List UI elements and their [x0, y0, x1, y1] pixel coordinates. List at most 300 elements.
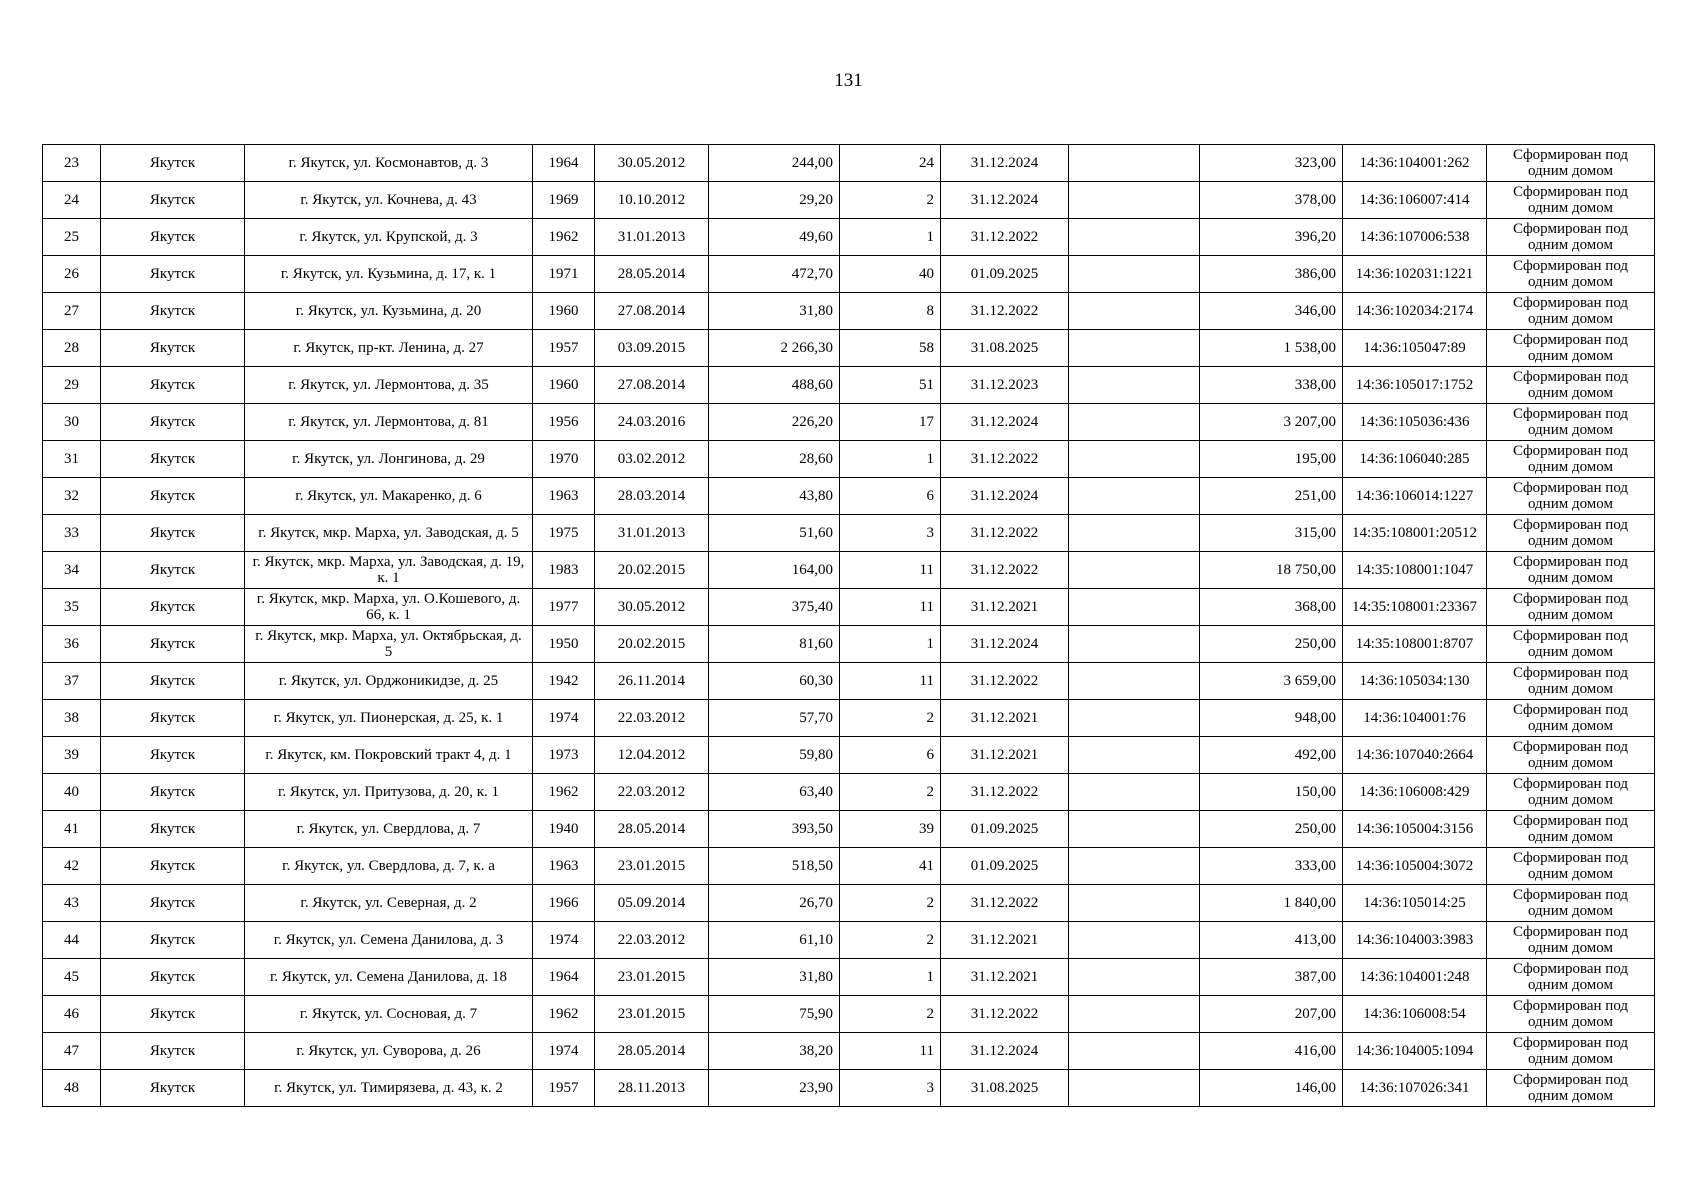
city-cell: Якутск	[101, 552, 245, 589]
table-row	[43, 922, 1655, 959]
area-cell: 31,80	[709, 959, 840, 996]
count-cell: 8	[840, 293, 941, 330]
empty-cell	[1069, 663, 1200, 700]
table-row	[43, 774, 1655, 811]
land-area-cell: 387,00	[1200, 959, 1343, 996]
year-built-cell: 1970	[533, 441, 595, 478]
row-number-cell: 25	[43, 219, 101, 256]
city-cell: Якутск	[101, 959, 245, 996]
count-cell: 24	[840, 145, 941, 182]
deadline-cell: 31.12.2024	[941, 478, 1069, 515]
page-number: 131	[834, 70, 863, 91]
date-cell: 10.10.2012	[595, 182, 709, 219]
cadastral-number-cell: 14:36:104001:262	[1343, 145, 1487, 182]
table-row	[43, 256, 1655, 293]
empty-cell	[1069, 404, 1200, 441]
year-built-cell: 1963	[533, 478, 595, 515]
address-cell: г. Якутск, ул. Орджоникидзе, д. 25	[245, 663, 533, 700]
year-built-cell: 1960	[533, 293, 595, 330]
date-cell: 03.09.2015	[595, 330, 709, 367]
table-row	[43, 885, 1655, 922]
empty-cell	[1069, 478, 1200, 515]
city-cell: Якутск	[101, 1033, 245, 1070]
land-area-cell: 948,00	[1200, 700, 1343, 737]
table-row	[43, 996, 1655, 1033]
cadastral-number-cell: 14:35:108001:1047	[1343, 552, 1487, 589]
table-row	[43, 663, 1655, 700]
empty-cell	[1069, 293, 1200, 330]
year-built-cell: 1964	[533, 145, 595, 182]
address-cell: г. Якутск, пр-кт. Ленина, д. 27	[245, 330, 533, 367]
row-number-cell: 36	[43, 626, 101, 663]
row-number-cell: 40	[43, 774, 101, 811]
address-cell: г. Якутск, ул. Сосновая, д. 7	[245, 996, 533, 1033]
cadastral-number-cell: 14:36:106007:414	[1343, 182, 1487, 219]
deadline-cell: 31.12.2022	[941, 774, 1069, 811]
deadline-cell: 01.09.2025	[941, 848, 1069, 885]
land-area-cell: 18 750,00	[1200, 552, 1343, 589]
empty-cell	[1069, 626, 1200, 663]
land-area-cell: 413,00	[1200, 922, 1343, 959]
date-cell: 31.01.2013	[595, 515, 709, 552]
table-row	[43, 626, 1655, 663]
cadastral-number-cell: 14:36:104001:76	[1343, 700, 1487, 737]
address-cell: г. Якутск, ул. Крупской, д. 3	[245, 219, 533, 256]
deadline-cell: 01.09.2025	[941, 256, 1069, 293]
status-cell: Сформирован под одним домом	[1487, 589, 1655, 626]
city-cell: Якутск	[101, 256, 245, 293]
count-cell: 1	[840, 441, 941, 478]
empty-cell	[1069, 515, 1200, 552]
cadastral-number-cell: 14:36:104001:248	[1343, 959, 1487, 996]
deadline-cell: 31.12.2022	[941, 515, 1069, 552]
table-row	[43, 700, 1655, 737]
empty-cell	[1069, 1033, 1200, 1070]
address-cell: г. Якутск, ул. Лонгинова, д. 29	[245, 441, 533, 478]
year-built-cell: 1950	[533, 626, 595, 663]
table-row	[43, 404, 1655, 441]
address-cell: г. Якутск, ул. Кузьмина, д. 17, к. 1	[245, 256, 533, 293]
address-cell: г. Якутск, ул. Лермонтова, д. 35	[245, 367, 533, 404]
land-area-cell: 3 207,00	[1200, 404, 1343, 441]
empty-cell	[1069, 330, 1200, 367]
city-cell: Якутск	[101, 774, 245, 811]
area-cell: 51,60	[709, 515, 840, 552]
year-built-cell: 1974	[533, 700, 595, 737]
date-cell: 28.11.2013	[595, 1070, 709, 1107]
row-number-cell: 34	[43, 552, 101, 589]
empty-cell	[1069, 700, 1200, 737]
city-cell: Якутск	[101, 922, 245, 959]
land-area-cell: 368,00	[1200, 589, 1343, 626]
table-row	[43, 589, 1655, 626]
city-cell: Якутск	[101, 848, 245, 885]
deadline-cell: 31.12.2022	[941, 885, 1069, 922]
row-number-cell: 41	[43, 811, 101, 848]
table-row	[43, 145, 1655, 182]
row-number-cell: 39	[43, 737, 101, 774]
city-cell: Якутск	[101, 737, 245, 774]
area-cell: 60,30	[709, 663, 840, 700]
status-cell: Сформирован под одним домом	[1487, 1033, 1655, 1070]
status-cell: Сформирован под одним домом	[1487, 663, 1655, 700]
land-area-cell: 251,00	[1200, 478, 1343, 515]
empty-cell	[1069, 256, 1200, 293]
land-area-cell: 346,00	[1200, 293, 1343, 330]
status-cell: Сформирован под одним домом	[1487, 182, 1655, 219]
area-cell: 244,00	[709, 145, 840, 182]
cadastral-number-cell: 14:36:106040:285	[1343, 441, 1487, 478]
count-cell: 11	[840, 552, 941, 589]
address-cell: г. Якутск, ул. Макаренко, д. 6	[245, 478, 533, 515]
area-cell: 63,40	[709, 774, 840, 811]
table-row	[43, 1070, 1655, 1107]
table-row	[43, 552, 1655, 589]
status-cell: Сформирован под одним домом	[1487, 552, 1655, 589]
city-cell: Якутск	[101, 811, 245, 848]
city-cell: Якутск	[101, 478, 245, 515]
area-cell: 518,50	[709, 848, 840, 885]
year-built-cell: 1983	[533, 552, 595, 589]
row-number-cell: 31	[43, 441, 101, 478]
area-cell: 28,60	[709, 441, 840, 478]
status-cell: Сформирован под одним домом	[1487, 441, 1655, 478]
cadastral-number-cell: 14:36:102031:1221	[1343, 256, 1487, 293]
area-cell: 43,80	[709, 478, 840, 515]
count-cell: 3	[840, 1070, 941, 1107]
address-cell: г. Якутск, ул. Тимирязева, д. 43, к. 2	[245, 1070, 533, 1107]
deadline-cell: 31.12.2021	[941, 922, 1069, 959]
land-area-cell: 338,00	[1200, 367, 1343, 404]
deadline-cell: 31.12.2022	[941, 219, 1069, 256]
count-cell: 3	[840, 515, 941, 552]
area-cell: 38,20	[709, 1033, 840, 1070]
row-number-cell: 28	[43, 330, 101, 367]
empty-cell	[1069, 922, 1200, 959]
land-area-cell: 150,00	[1200, 774, 1343, 811]
count-cell: 51	[840, 367, 941, 404]
address-cell: г. Якутск, ул. Суворова, д. 26	[245, 1033, 533, 1070]
status-cell: Сформирован под одним домом	[1487, 330, 1655, 367]
land-area-cell: 146,00	[1200, 1070, 1343, 1107]
deadline-cell: 31.12.2022	[941, 552, 1069, 589]
empty-cell	[1069, 1070, 1200, 1107]
row-number-cell: 42	[43, 848, 101, 885]
deadline-cell: 31.12.2024	[941, 145, 1069, 182]
year-built-cell: 1963	[533, 848, 595, 885]
cadastral-number-cell: 14:35:108001:20512	[1343, 515, 1487, 552]
empty-cell	[1069, 996, 1200, 1033]
deadline-cell: 31.12.2021	[941, 737, 1069, 774]
deadline-cell: 31.12.2022	[941, 663, 1069, 700]
date-cell: 28.05.2014	[595, 1033, 709, 1070]
year-built-cell: 1957	[533, 330, 595, 367]
status-cell: Сформирован под одним домом	[1487, 145, 1655, 182]
year-built-cell: 1977	[533, 589, 595, 626]
count-cell: 11	[840, 589, 941, 626]
table-row	[43, 1033, 1655, 1070]
empty-cell	[1069, 552, 1200, 589]
area-cell: 59,80	[709, 737, 840, 774]
row-number-cell: 27	[43, 293, 101, 330]
row-number-cell: 48	[43, 1070, 101, 1107]
row-number-cell: 30	[43, 404, 101, 441]
city-cell: Якутск	[101, 182, 245, 219]
status-cell: Сформирован под одним домом	[1487, 404, 1655, 441]
count-cell: 1	[840, 626, 941, 663]
year-built-cell: 1964	[533, 959, 595, 996]
land-area-cell: 250,00	[1200, 626, 1343, 663]
table-row	[43, 441, 1655, 478]
status-cell: Сформирован под одним домом	[1487, 996, 1655, 1033]
area-cell: 472,70	[709, 256, 840, 293]
cadastral-number-cell: 14:36:104005:1094	[1343, 1033, 1487, 1070]
cadastral-number-cell: 14:36:102034:2174	[1343, 293, 1487, 330]
date-cell: 26.11.2014	[595, 663, 709, 700]
date-cell: 24.03.2016	[595, 404, 709, 441]
table-row	[43, 330, 1655, 367]
land-area-cell: 250,00	[1200, 811, 1343, 848]
status-cell: Сформирован под одним домом	[1487, 256, 1655, 293]
address-cell: г. Якутск, мкр. Марха, ул. Октябрьская, д. 5	[245, 626, 533, 663]
cadastral-number-cell: 14:36:105036:436	[1343, 404, 1487, 441]
deadline-cell: 31.12.2024	[941, 1033, 1069, 1070]
address-cell: г. Якутск, ул. Притузова, д. 20, к. 1	[245, 774, 533, 811]
table-row	[43, 293, 1655, 330]
land-area-cell: 378,00	[1200, 182, 1343, 219]
status-cell: Сформирован под одним домом	[1487, 885, 1655, 922]
land-area-cell: 333,00	[1200, 848, 1343, 885]
land-area-cell: 195,00	[1200, 441, 1343, 478]
row-number-cell: 46	[43, 996, 101, 1033]
area-cell: 226,20	[709, 404, 840, 441]
empty-cell	[1069, 182, 1200, 219]
address-cell: г. Якутск, мкр. Марха, ул. Заводская, д. 19, к. 1	[245, 552, 533, 589]
count-cell: 6	[840, 737, 941, 774]
deadline-cell: 31.08.2025	[941, 330, 1069, 367]
address-cell: г. Якутск, ул. Кузьмина, д. 20	[245, 293, 533, 330]
count-cell: 2	[840, 885, 941, 922]
status-cell: Сформирован под одним домом	[1487, 959, 1655, 996]
area-cell: 29,20	[709, 182, 840, 219]
land-area-cell: 1 538,00	[1200, 330, 1343, 367]
status-cell: Сформирован под одним домом	[1487, 478, 1655, 515]
table-row	[43, 811, 1655, 848]
table-row	[43, 959, 1655, 996]
area-cell: 164,00	[709, 552, 840, 589]
empty-cell	[1069, 589, 1200, 626]
date-cell: 28.05.2014	[595, 811, 709, 848]
land-area-cell: 3 659,00	[1200, 663, 1343, 700]
city-cell: Якутск	[101, 219, 245, 256]
count-cell: 58	[840, 330, 941, 367]
date-cell: 30.05.2012	[595, 145, 709, 182]
year-built-cell: 1974	[533, 922, 595, 959]
count-cell: 2	[840, 700, 941, 737]
city-cell: Якутск	[101, 626, 245, 663]
cadastral-number-cell: 14:36:105004:3156	[1343, 811, 1487, 848]
status-cell: Сформирован под одним домом	[1487, 293, 1655, 330]
address-cell: г. Якутск, км. Покровский тракт 4, д. 1	[245, 737, 533, 774]
year-built-cell: 1960	[533, 367, 595, 404]
count-cell: 17	[840, 404, 941, 441]
deadline-cell: 31.12.2022	[941, 441, 1069, 478]
date-cell: 28.03.2014	[595, 478, 709, 515]
year-built-cell: 1975	[533, 515, 595, 552]
cadastral-number-cell: 14:36:107026:341	[1343, 1070, 1487, 1107]
date-cell: 12.04.2012	[595, 737, 709, 774]
count-cell: 2	[840, 182, 941, 219]
status-cell: Сформирован под одним домом	[1487, 774, 1655, 811]
row-number-cell: 24	[43, 182, 101, 219]
year-built-cell: 1962	[533, 774, 595, 811]
date-cell: 22.03.2012	[595, 922, 709, 959]
deadline-cell: 31.12.2022	[941, 293, 1069, 330]
count-cell: 11	[840, 663, 941, 700]
land-area-cell: 1 840,00	[1200, 885, 1343, 922]
area-cell: 2 266,30	[709, 330, 840, 367]
city-cell: Якутск	[101, 663, 245, 700]
year-built-cell: 1974	[533, 1033, 595, 1070]
row-number-cell: 44	[43, 922, 101, 959]
address-cell: г. Якутск, ул. Лермонтова, д. 81	[245, 404, 533, 441]
row-number-cell: 37	[43, 663, 101, 700]
empty-cell	[1069, 885, 1200, 922]
city-cell: Якутск	[101, 367, 245, 404]
status-cell: Сформирован под одним домом	[1487, 811, 1655, 848]
deadline-cell: 31.12.2021	[941, 589, 1069, 626]
status-cell: Сформирован под одним домом	[1487, 515, 1655, 552]
area-cell: 31,80	[709, 293, 840, 330]
date-cell: 20.02.2015	[595, 552, 709, 589]
cadastral-number-cell: 14:36:105014:25	[1343, 885, 1487, 922]
area-cell: 81,60	[709, 626, 840, 663]
land-area-cell: 492,00	[1200, 737, 1343, 774]
count-cell: 2	[840, 922, 941, 959]
row-number-cell: 35	[43, 589, 101, 626]
address-cell: г. Якутск, ул. Семена Данилова, д. 3	[245, 922, 533, 959]
year-built-cell: 1971	[533, 256, 595, 293]
city-cell: Якутск	[101, 145, 245, 182]
address-cell: г. Якутск, ул. Семена Данилова, д. 18	[245, 959, 533, 996]
count-cell: 40	[840, 256, 941, 293]
status-cell: Сформирован под одним домом	[1487, 626, 1655, 663]
row-number-cell: 45	[43, 959, 101, 996]
deadline-cell: 31.12.2024	[941, 404, 1069, 441]
deadline-cell: 31.08.2025	[941, 1070, 1069, 1107]
status-cell: Сформирован под одним домом	[1487, 1070, 1655, 1107]
empty-cell	[1069, 219, 1200, 256]
land-area-cell: 386,00	[1200, 256, 1343, 293]
cadastral-number-cell: 14:36:106014:1227	[1343, 478, 1487, 515]
year-built-cell: 1957	[533, 1070, 595, 1107]
row-number-cell: 43	[43, 885, 101, 922]
city-cell: Якутск	[101, 700, 245, 737]
land-area-cell: 315,00	[1200, 515, 1343, 552]
city-cell: Якутск	[101, 885, 245, 922]
empty-cell	[1069, 811, 1200, 848]
city-cell: Якутск	[101, 330, 245, 367]
date-cell: 05.09.2014	[595, 885, 709, 922]
count-cell: 41	[840, 848, 941, 885]
table-row	[43, 219, 1655, 256]
area-cell: 488,60	[709, 367, 840, 404]
year-built-cell: 1966	[533, 885, 595, 922]
date-cell: 20.02.2015	[595, 626, 709, 663]
year-built-cell: 1940	[533, 811, 595, 848]
year-built-cell: 1962	[533, 219, 595, 256]
count-cell: 2	[840, 996, 941, 1033]
row-number-cell: 32	[43, 478, 101, 515]
empty-cell	[1069, 737, 1200, 774]
land-area-cell: 323,00	[1200, 145, 1343, 182]
area-cell: 375,40	[709, 589, 840, 626]
city-cell: Якутск	[101, 293, 245, 330]
count-cell: 39	[840, 811, 941, 848]
cadastral-number-cell: 14:36:107006:538	[1343, 219, 1487, 256]
address-cell: г. Якутск, ул. Свердлова, д. 7	[245, 811, 533, 848]
deadline-cell: 31.12.2023	[941, 367, 1069, 404]
address-cell: г. Якутск, ул. Кочнева, д. 43	[245, 182, 533, 219]
date-cell: 28.05.2014	[595, 256, 709, 293]
land-area-cell: 396,20	[1200, 219, 1343, 256]
address-cell: г. Якутск, ул. Северная, д. 2	[245, 885, 533, 922]
empty-cell	[1069, 848, 1200, 885]
count-cell: 1	[840, 959, 941, 996]
city-cell: Якутск	[101, 996, 245, 1033]
area-cell: 75,90	[709, 996, 840, 1033]
area-cell: 23,90	[709, 1070, 840, 1107]
status-cell: Сформирован под одним домом	[1487, 700, 1655, 737]
address-cell: г. Якутск, ул. Космонавтов, д. 3	[245, 145, 533, 182]
empty-cell	[1069, 959, 1200, 996]
status-cell: Сформирован под одним домом	[1487, 848, 1655, 885]
cadastral-number-cell: 14:36:107040:2664	[1343, 737, 1487, 774]
cadastral-number-cell: 14:36:105034:130	[1343, 663, 1487, 700]
land-area-cell: 416,00	[1200, 1033, 1343, 1070]
status-cell: Сформирован под одним домом	[1487, 219, 1655, 256]
table-row	[43, 367, 1655, 404]
city-cell: Якутск	[101, 441, 245, 478]
empty-cell	[1069, 441, 1200, 478]
area-cell: 61,10	[709, 922, 840, 959]
date-cell: 03.02.2012	[595, 441, 709, 478]
date-cell: 27.08.2014	[595, 293, 709, 330]
cadastral-number-cell: 14:35:108001:8707	[1343, 626, 1487, 663]
address-cell: г. Якутск, ул. Пионерская, д. 25, к. 1	[245, 700, 533, 737]
deadline-cell: 31.12.2024	[941, 182, 1069, 219]
table-row	[43, 737, 1655, 774]
row-number-cell: 26	[43, 256, 101, 293]
year-built-cell: 1942	[533, 663, 595, 700]
date-cell: 22.03.2012	[595, 774, 709, 811]
cadastral-number-cell: 14:36:106008:429	[1343, 774, 1487, 811]
row-number-cell: 23	[43, 145, 101, 182]
date-cell: 23.01.2015	[595, 996, 709, 1033]
cadastral-number-cell: 14:36:105004:3072	[1343, 848, 1487, 885]
date-cell: 31.01.2013	[595, 219, 709, 256]
table-row	[43, 478, 1655, 515]
cadastral-number-cell: 14:36:106008:54	[1343, 996, 1487, 1033]
address-cell: г. Якутск, мкр. Марха, ул. О.Кошевого, д. 66, к. 1	[245, 589, 533, 626]
city-cell: Якутск	[101, 589, 245, 626]
count-cell: 11	[840, 1033, 941, 1070]
row-number-cell: 33	[43, 515, 101, 552]
empty-cell	[1069, 145, 1200, 182]
area-cell: 49,60	[709, 219, 840, 256]
year-built-cell: 1956	[533, 404, 595, 441]
count-cell: 6	[840, 478, 941, 515]
